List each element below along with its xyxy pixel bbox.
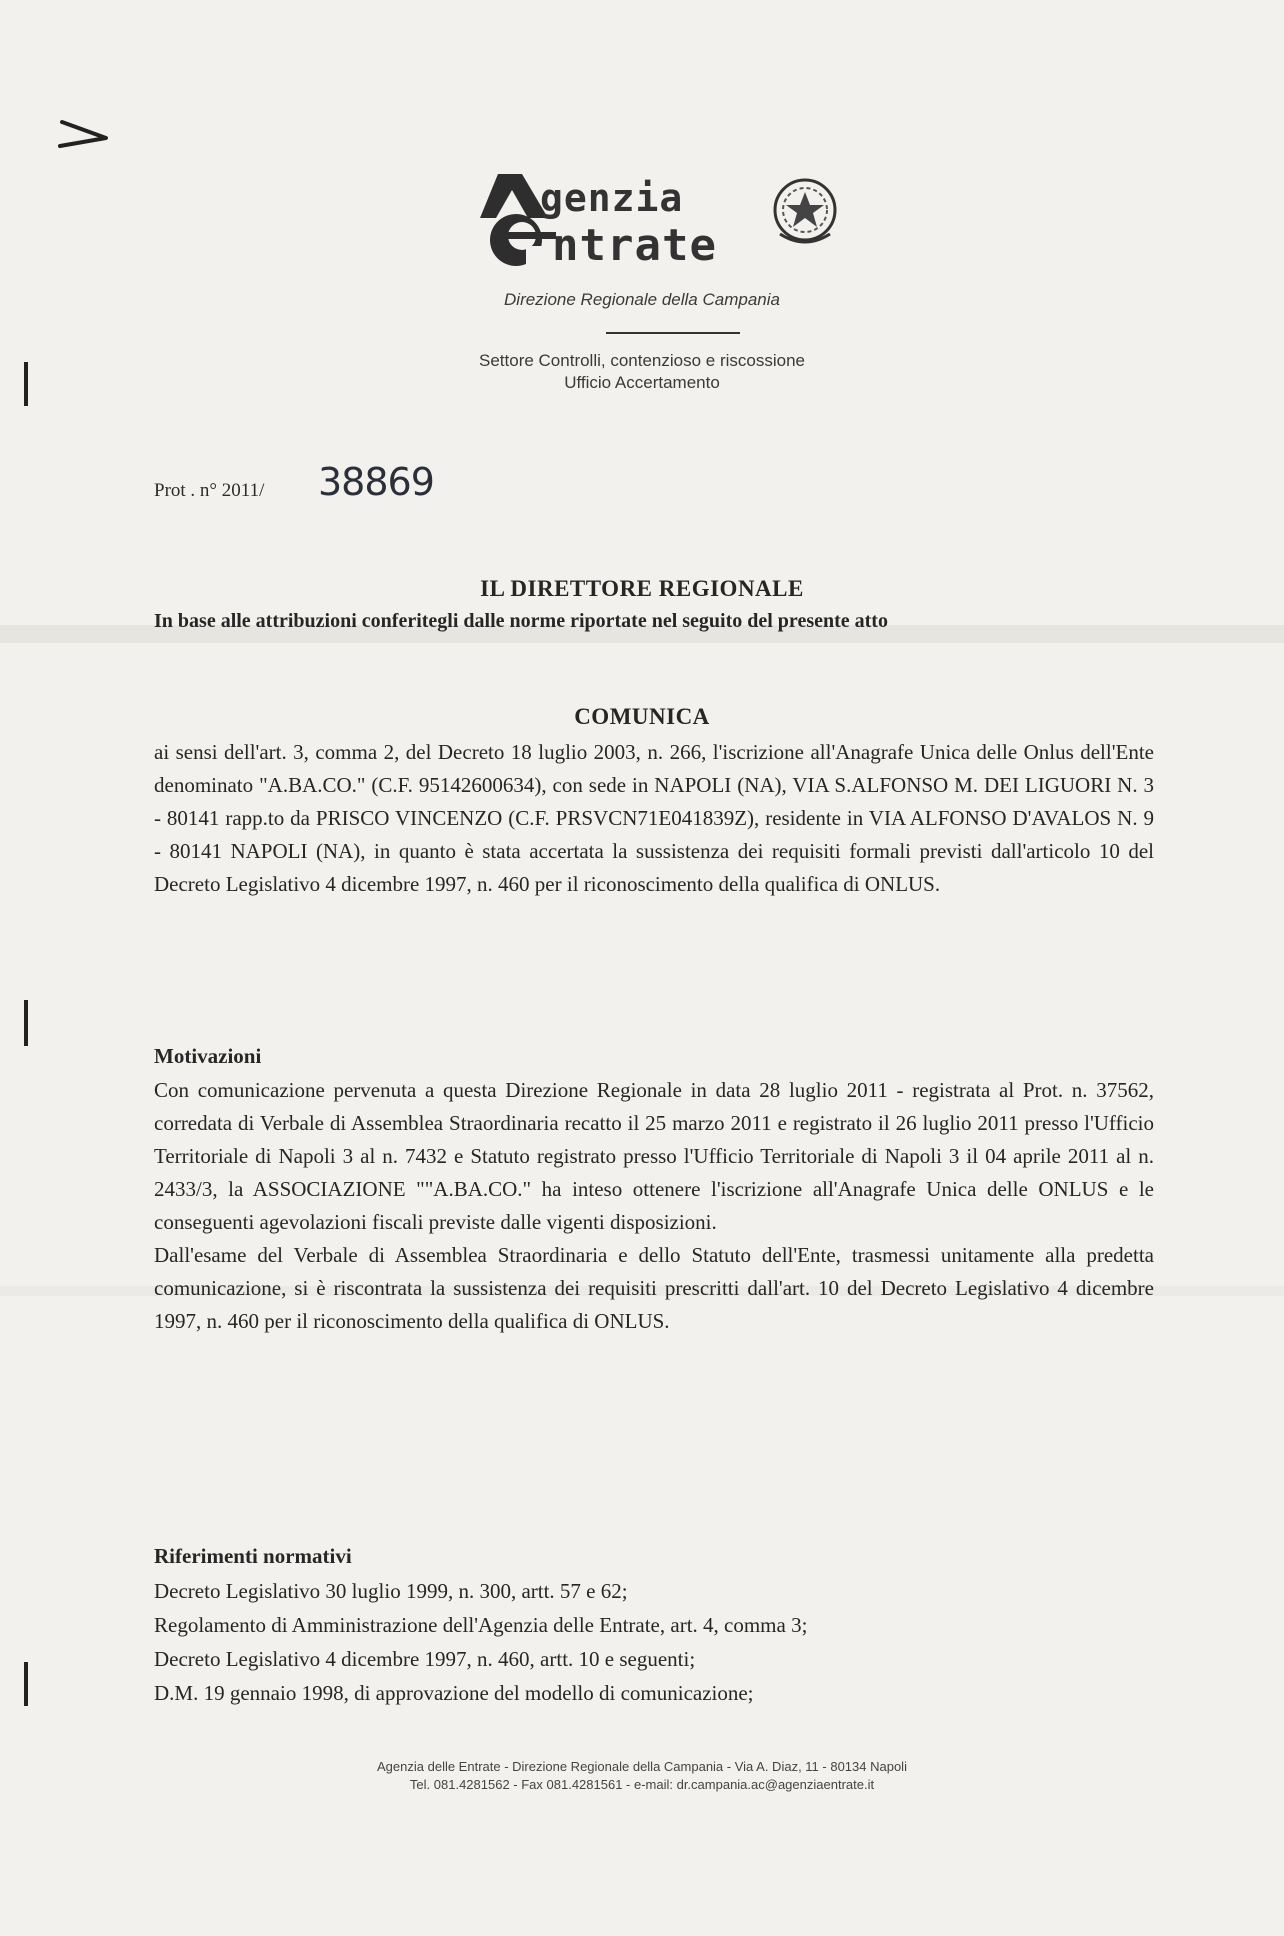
settore-label (0, 350, 1284, 394)
agenzia-entrate-logo (470, 168, 850, 271)
logo-text-agenzia: genzia (540, 176, 684, 220)
motivazioni-paragraph-2: Dall'esame del Verbale di Assemblea Straordinaria e dello Statuto dell'Ente, trasmessi unitamente alla predetta comunicazione, si è riscontrata la sussistenza dei requisiti prescritti dall'art. 10 del Decreto Legislativo 4 dicembre 1997, n. 460 per il riconoscimento della qualifica di ONLUS. (154, 1243, 1154, 1333)
riferimento-item: Regolamento di Amministrazione dell'Agenzia delle Entrate, art. 4, comma 3; (154, 1613, 808, 1637)
handwritten-arrow-mark (56, 118, 112, 152)
riferimenti-heading: Riferimenti normativi (154, 1544, 352, 1568)
riferimento-item: D.M. 19 gennaio 1998, di approvazione del modello di comunicazione; (154, 1681, 754, 1705)
motivazioni-paragraph-1: Con comunicazione pervenuta a questa Direzione Regionale in data 28 luglio 2011 - registrata al Prot. n. 37562, corredata di Verbale di Assemblea Straordinaria recatto il 25 marzo 2011 e registrato il 26 luglio 2011 presso l'Ufficio Territoriale di Napoli 3 al n. 7432 e Statuto registrato presso l'Ufficio Territoriale di Napoli 3 il 04 aprile 2011 al n. 2433/3, la ASSOCIAZIONE ""A.BA.CO." ha inteso ottenere l'iscrizione all'Anagrafe Unica delle ONLUS e le conseguenti agevolazioni fiscali previste dalle vigenti disposizioni. (154, 1078, 1154, 1234)
motivazioni-heading: Motivazioni (154, 1044, 262, 1068)
comunica-paragraph: ai sensi dell'art. 3, comma 2, del Decreto 18 luglio 2003, n. 266, l'iscrizione all'Anagrafe Unica delle Onlus dell'Ente denominato "A.BA.CO." (C.F. 95142600634), con sede in NAPOLI (NA), VIA S.ALFONSO M. DEI LIGUORI N. 3 - 80141 rapp.to da PRISCO VINCENZO (C.F. PRSVCN71E041839Z), residente in VIA ALFONSO D'AVALOS N. 9 - 80141 NAPOLI (NA), in quanto è stata accertata la sussistenza dei requisiti formali previsti dall'articolo 10 del Decreto Legislativo 4 dicembre 1997, n. 460 per il riconoscimento della qualifica di ONLUS. (154, 740, 1154, 896)
settore-line: Settore Controlli, contenzioso e riscossione (479, 351, 805, 370)
riferimento-item: Decreto Legislativo 4 dicembre 1997, n. 460, artt. 10 e seguenti; (154, 1647, 696, 1671)
footer-address: Agenzia delle Entrate - Direzione Regionale della Campania - Via A. Diaz, 11 - 80134 Napoli (377, 1759, 907, 1774)
protocol-number-handwritten: 38869 (318, 460, 434, 504)
riferimento-item: Decreto Legislativo 30 luglio 1999, n. 300, artt. 57 e 62; (154, 1579, 628, 1603)
motivazioni-section (154, 1074, 1154, 1338)
document-heading: IL DIRETTORE REGIONALE (480, 576, 804, 601)
intro-line: In base alle attribuzioni conferitegli dalle norme riportate nel seguito del presente atto (154, 610, 888, 632)
comunica-heading: COMUNICA (574, 704, 710, 729)
logo-text-entrate: ntrate (552, 220, 717, 271)
page-footer (0, 1758, 1284, 1794)
riferimenti-list (154, 1574, 807, 1710)
ufficio-line: Ufficio Accertamento (564, 373, 720, 392)
margin-tick-mark (24, 1000, 28, 1046)
header-divider (606, 332, 740, 334)
protocol-label: Prot . n° 2011/ (154, 480, 265, 501)
direzione-regionale-label: Direzione Regionale della Campania (504, 290, 780, 309)
italian-republic-emblem-icon (770, 172, 840, 250)
footer-contacts: Tel. 081.4281562 - Fax 081.4281561 - e-mail: dr.campania.ac@agenziaentrate.it (409, 1777, 875, 1792)
margin-tick-mark (24, 1662, 28, 1706)
